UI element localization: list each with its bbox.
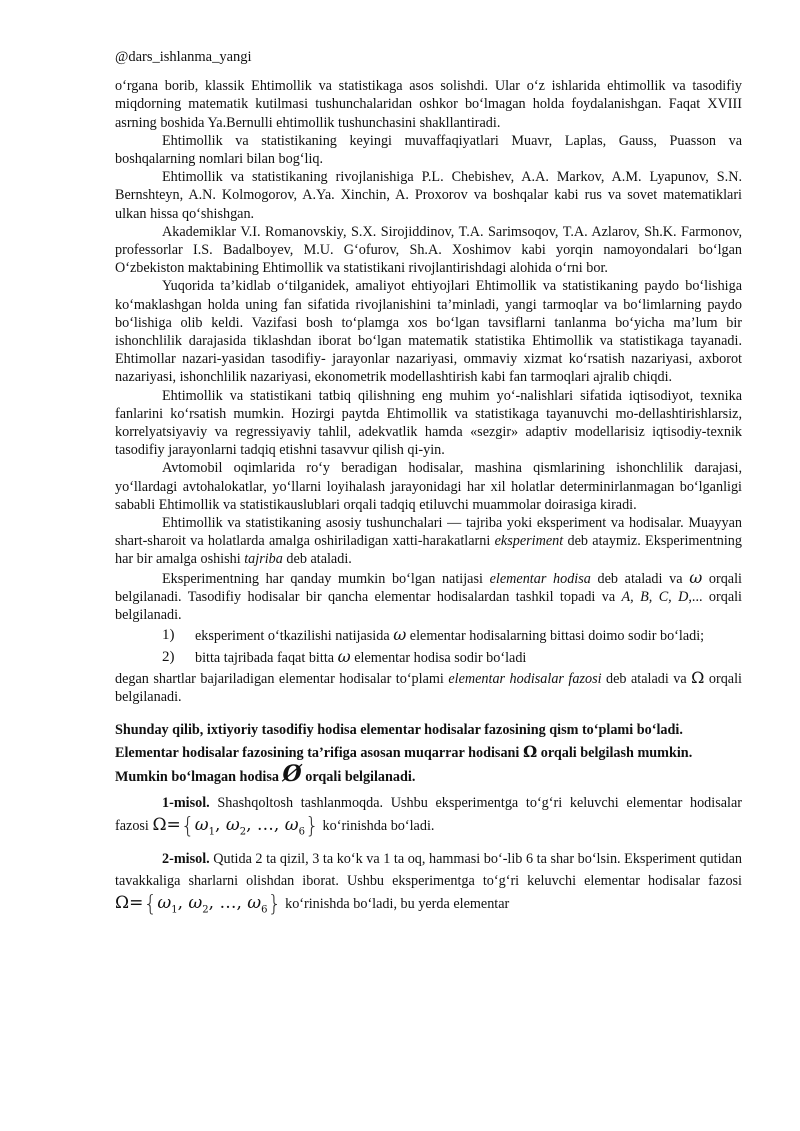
text: orqali belgilash mumkin. Mumkin bo‘lmagan hodisa: [115, 745, 693, 786]
subscript: 6: [261, 903, 268, 915]
paragraph-4: Akademiklar V.I. Romanovskiy, S.X. Sirojiddinov, T.A. Sarimsoqov, T.A. Azlarov, Sh.K. Farmonov, professorlar I.S. Badalboyev, M.U. G‘ofurov, Sh.A. Xoshimov kabi yorqin namoyondalari bo‘lgan O‘zbekiston maktabining Ehtimollik va statistikani rivojlantirishdagi alohida o‘rni bor.: [115, 223, 742, 277]
omega-symbol: ω: [337, 646, 351, 666]
omega-symbol: ω: [188, 892, 203, 913]
bold-summary: [115, 720, 742, 788]
omega-symbol: ω: [689, 567, 703, 587]
list-number: 2): [162, 648, 175, 665]
text: Shashqoltosh tashlanmoqda. Ushbu eksperimentga to‘g‘ri keluvchi elementar hodisalar fazosi: [115, 795, 742, 835]
text: degan shartlar bajariladigan elementar hodisalar to‘plami: [115, 670, 449, 687]
document-page: [115, 48, 742, 921]
paragraph-1: o‘rgana borib, klassik Ehtimollik va statistikaga asos solishdi. Ular o‘z ishlarida ehtimollik va tasodifiy miqdorning matematik kutilmasi tushunchalaridan oshkor bo‘lmagan holda foydalanishgan. Faqat XVIII asrning boshida Ya.Bernulli ehtimollik tushunchasini shakllantiradi.: [115, 78, 742, 131]
subscript: 2: [202, 903, 209, 915]
event-letters: A, B, C, D: [621, 588, 689, 605]
text: orqali belgilanadi.: [115, 670, 742, 705]
example-2: [115, 848, 742, 921]
text: orqali belgilanadi. Tasodifiy hodisalar bir qancha elementar hodisalardan tashkil topadi va: [115, 570, 742, 605]
text: Eksperimentning har qanday mumkin bo‘lgan natijasi: [162, 570, 490, 587]
subscript: 1: [208, 826, 216, 838]
big-omega-symbol: Ω: [522, 742, 538, 762]
term-elementar-hodisa: elementar hodisa: [489, 570, 591, 587]
left-brace: {: [143, 891, 158, 917]
term-eksperiment: eksperiment: [494, 533, 564, 550]
omega-symbol: ω: [284, 815, 299, 836]
subscript: 6: [298, 826, 305, 838]
list-number: 1): [162, 627, 175, 644]
text: ,... orqali belgilanadi.: [115, 588, 743, 624]
paragraph-2: Ehtimollik va statistikaning keyingi muvaffaqiyatlari Muavr, Laplas, Gauss, Puasson va boshqalarning nomlari bilan bog‘liq.: [115, 132, 742, 168]
ellipsis: …: [256, 815, 274, 836]
paragraph-7: Avtomobil oqimlarida ro‘y beradigan hodisalar, mashina qismlarining ishonchlilik darajasi, yo‘llardagi avtohalokatlar, yo‘llarni loyihalash jarayonidagi har xil holatlar determinirlanmagan bo‘lganligi sababli Ehtimollik va statistikauslublari orqali tadqiq etiluvchi muammolar doirasiga kiradi.: [115, 460, 742, 513]
omega-symbol: ω: [157, 892, 172, 913]
sample-space-formula: $\Omega=\{\omega_1$, $\omega_2$, …, $\omega_6$}: [152, 814, 319, 840]
empty-set-symbol: Ø: [282, 761, 302, 788]
condition-2: [115, 648, 742, 667]
example-label: 1-misol.: [162, 795, 210, 812]
omega-symbol: ω: [225, 815, 240, 836]
text: Shunday qilib, ixtiyoriy tasodifiy hodisa elementar hodisalar fazosining qism to‘plami bo‘ladi. Elementar hodisalar fazosining ta’rifiga asosan muqarrar hodisani: [115, 722, 683, 762]
text: Qutida 2 ta qizil, 3 ta ko‘k va 1 ta oq, hammasi bo‘-lib 6 ta shar bo‘lsin. Eksperiment qutidan tavakkaliga sharlarni olishdan iborat. Ushbu eksperimentga to‘g‘ri keluvchi elementar hodisalar fazosi: [115, 850, 742, 889]
example-1: [115, 792, 742, 843]
big-omega-symbol: Ω: [152, 815, 167, 836]
text: elementar hodisalarning bittasi doimo sodir bo‘ladi;: [406, 628, 705, 645]
channel-header: @dars_ishlanma_yangi: [115, 49, 252, 65]
right-brace: }: [304, 814, 319, 840]
right-brace: }: [267, 891, 282, 917]
ellipsis: …: [219, 892, 237, 913]
condition-1: [115, 626, 742, 645]
text: Ehtimollik va statistikaning asosiy tushunchalari — tajriba yoki eksperiment va hodisalar. Muayyan shart-sharoit va holatlarda amalga oshiriladigan xatti-harakatlarni: [115, 515, 742, 550]
text: deb ataladi va: [590, 570, 690, 587]
text: deb ataladi va: [601, 670, 692, 687]
omega-symbol: ω: [247, 892, 262, 913]
paragraph-9: [115, 569, 742, 625]
paragraph-3: Ehtimollik va statistikaning rivojlanishiga P.L. Chebishev, A.A. Markov, A.M. Lyapunov, S.N. Bernshteyn, A.N. Kolmogorov, A.Ya. Xinchin, A. Proxorov va boshqalar kabi rus va sovet matematiklari ulkan hissa qo‘shishgan.: [115, 169, 742, 222]
term-elementar-hodisalar-fazosi: elementar hodisalar fazosi: [448, 670, 602, 687]
subscript: 1: [171, 903, 178, 915]
text: deb ataymiz. Eksperimentning har bir amalga oshishi: [115, 533, 742, 568]
subscript: 2: [239, 826, 247, 838]
text: elementar hodisa sodir bo‘ladi: [350, 649, 527, 666]
left-brace: {: [180, 814, 195, 840]
big-omega-symbol: Ω: [115, 892, 130, 913]
text: eksperiment o‘tkazilishi natijasida: [195, 628, 394, 645]
paragraph-5: Yuqorida ta’kidlab o‘tilganidek, amaliyot ehtiyojlari Ehtimollik va statistikaning paydo bo‘lishiga ko‘maklashgan holda uning fan sifatida rivojlanishini ta’minladi, yangi tarmoqlar va bo‘limlarning paydo bo‘lishiga olib keldi. Vazifasi bosh to‘plamga xos bo‘lgan tavsiflarni tanlanma bo‘yicha ma’lum bir ishonchlilik darajasida tiklashdan iborat bo‘lgan matematik statistika Ehtimollik va statistikaga tayanadi. Ehtimollar nazari-yasidan tasodifiy- jarayonlar nazariyasi, ommaviy xizmat ko‘rsatish nazariyasi, axborot nazariyasi, ishonchlilik nazariyasi, ekonometrik modellashtirish kabi fan tarmoqlari ajralib chiqdi.: [115, 278, 742, 386]
text: deb ataladi.: [282, 551, 352, 568]
omega-symbol: ω: [393, 625, 407, 645]
paragraph-after-list: [115, 669, 742, 706]
example-label: 2-misol.: [162, 850, 210, 867]
omega-symbol: ω: [194, 815, 209, 836]
text: bitta tajribada faqat bitta: [195, 649, 338, 666]
text: ko‘rinishda bo‘ladi, bu yerda elementar: [281, 895, 510, 912]
big-omega-symbol: Ω: [691, 667, 705, 687]
term-tajriba: tajriba: [244, 551, 283, 568]
text: ko‘rinishda bo‘ladi.: [318, 818, 435, 835]
sample-space-formula: $\Omega=\{\omega_1$, $\omega_2$, …, $\omega_6$}: [115, 891, 282, 917]
paragraph-8: [115, 514, 742, 569]
paragraph-6: Ehtimollik va statistikani tatbiq qilishning eng muhim yo‘-nalishlari sifatida iqtisodiyot, texnika fanlarini ko‘rsatish mumkin. Hozirgi paytda Ehtimollik va statistikaga tayanuvchi mo-dellashtirishlarsiz, korrelyatsiyaviy va regressiyaviy tahlil, adekvatlik hamda «sezgir» adaptiv modellarisiz iqtisodiy-texnik tasodifiy jarayonlarni tadqiq etishni tasavvur qilish qi-yin.: [115, 387, 742, 459]
text: orqali belgilanadi.: [301, 769, 416, 786]
